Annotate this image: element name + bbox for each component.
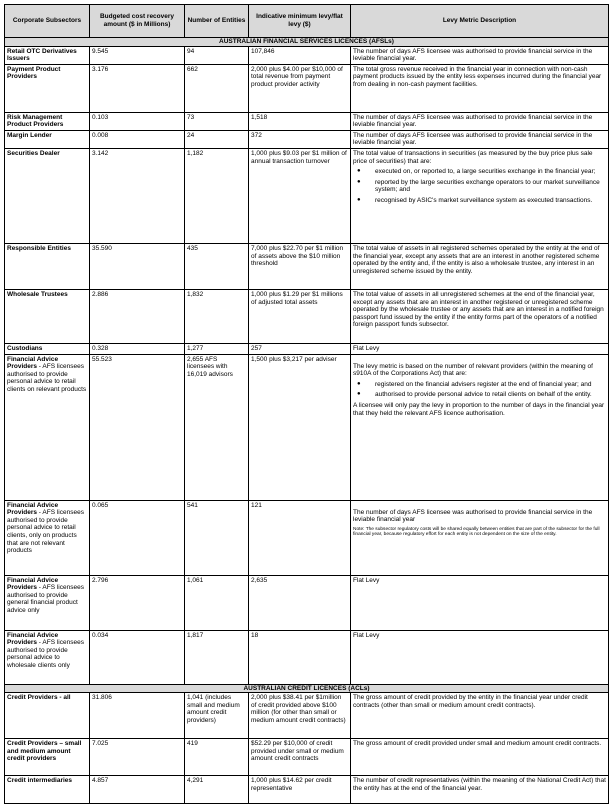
cost-cell: 3.142 xyxy=(90,149,185,244)
levy-cell: 2,635 xyxy=(249,575,351,630)
subsector-title: Financial Advice Providers xyxy=(7,576,59,592)
entities-cell: 24 xyxy=(185,130,249,148)
subsector-title: Financial Advice Providers xyxy=(7,631,59,647)
header-entities: Number of Entities xyxy=(185,5,249,38)
table-row xyxy=(5,776,609,804)
metric-cell xyxy=(351,354,609,500)
cost-cell: 0.034 xyxy=(90,630,185,684)
metric-cell: Flat Levy xyxy=(351,630,609,684)
cost-cell: 2.886 xyxy=(90,290,185,344)
cost-cell: 9.545 xyxy=(90,46,185,64)
levy-cell: 1,000 plus $9.03 per $1 million of annual transaction turnover xyxy=(249,149,351,244)
levy-cell: 1,000 plus $14.62 per credit representative xyxy=(249,776,351,804)
header-subsector: Corporate Subsectors xyxy=(5,5,90,38)
header-cost: Budgeted cost recovery amount ($ in Millions) xyxy=(90,5,185,38)
cost-cell: 0.008 xyxy=(90,130,185,148)
metric-cell: The number of days AFS licensee was authorised to provide financial service in the leviable financial year. xyxy=(351,112,609,130)
cost-cell: 3.176 xyxy=(90,64,185,112)
levy-cell: 1,518 xyxy=(249,112,351,130)
table-row xyxy=(5,630,609,684)
cost-cell: 55.523 xyxy=(90,354,185,500)
entities-cell: 435 xyxy=(185,244,249,290)
levy-table xyxy=(4,4,609,804)
section-title-acl: AUSTRALIAN CREDIT LICENCES (ACLs) xyxy=(5,684,609,693)
section-row-afsl xyxy=(5,38,609,47)
metric-text: The levy metric is based on the number of relevant providers (within the meaning of s910A of the Corporations Act) that are: xyxy=(353,362,593,378)
table-row xyxy=(5,149,609,244)
subsector-cell: Credit Providers - all xyxy=(5,693,90,739)
table-row xyxy=(5,575,609,630)
entities-cell: 1,182 xyxy=(185,149,249,244)
bullet-item: ● registered on the financial advisers register at the end of financial year; and xyxy=(367,381,606,389)
cost-cell: 31.806 xyxy=(90,693,185,739)
table-row xyxy=(5,244,609,290)
cost-cell: 0.328 xyxy=(90,344,185,355)
metric-cell: The gross amount of credit provided by the entity in the financial year under credit contracts (other than small or medium amount credit contracts). xyxy=(351,693,609,739)
levy-cell: 121 xyxy=(249,500,351,575)
levy-cell: 1,000 plus $1.29 per $1 millions of adjusted total assets xyxy=(249,290,351,344)
subsector-cell: Payment Product Providers xyxy=(5,64,90,112)
levy-cell: 372 xyxy=(249,130,351,148)
entities-cell: 1,277 xyxy=(185,344,249,355)
header-metric: Levy Metric Description xyxy=(351,5,609,38)
subsector-title: Financial Advice Providers xyxy=(7,501,59,517)
cost-cell: 35.590 xyxy=(90,244,185,290)
bullet-item: ● reported by the large securities exchange operators to our market surveillance system; and xyxy=(367,179,606,194)
header-levy: Indicative minimum levy/flat levy ($) xyxy=(249,5,351,38)
cost-cell: 2.796 xyxy=(90,575,185,630)
table-row xyxy=(5,354,609,500)
entities-cell: 1,832 xyxy=(185,290,249,344)
bullet-item: ● recognised by ASIC's market surveillance system as executed transactions. xyxy=(367,197,606,205)
subsector-cell xyxy=(5,354,90,500)
metric-cell: Flat Levy xyxy=(351,575,609,630)
entities-cell: 1,817 xyxy=(185,630,249,684)
levy-cell: 7,000 plus $22.70 per $1 million of assets above the $10 million threshold xyxy=(249,244,351,290)
subsector-cell: Custodians xyxy=(5,344,90,355)
cost-cell: 7.025 xyxy=(90,739,185,776)
subsector-cell xyxy=(5,630,90,684)
subsector-cell: Wholesale Trustees xyxy=(5,290,90,344)
subsector-cell: Responsible Entities xyxy=(5,244,90,290)
header-row xyxy=(5,5,609,38)
subsector-cell: Credit Providers – small and medium amount credit providers xyxy=(5,739,90,776)
bullet-list xyxy=(353,168,606,204)
subsector-note: - AFS licensees authorised to provide personal advice to wholesale clients only xyxy=(7,639,84,670)
entities-cell: 1,041 (includes small and medium amount credit providers) xyxy=(185,693,249,739)
table-row xyxy=(5,344,609,355)
levy-cell: 107,846 xyxy=(249,46,351,64)
cost-cell: 0.103 xyxy=(90,112,185,130)
metric-cell xyxy=(351,149,609,244)
levy-cell: 1,500 plus $3,217 per adviser xyxy=(249,354,351,500)
metric-cell: The total value of assets in all registered schemes operated by the entity at the end of the financial year, except any assets that are an interest in another registered scheme operated by the entity and, if the entity is also a wholesale trustee, any interest in an unregistered scheme issued by the entity. xyxy=(351,244,609,290)
levy-document xyxy=(4,0,608,804)
table-row xyxy=(5,46,609,64)
metric-cell: The total value of assets in all unregistered schemes at the end of the financial year, except any assets that are an interest in another registered or unregistered scheme operated by the wholesale trustee or any assets that are an interest in a notified foreign passport fund issued by the entity if the entity forms part of the operators of a notified foreign passport funds subsector. xyxy=(351,290,609,344)
levy-cell: 2,000 plus $4.00 per $10,000 of total revenue from payment product provider activity xyxy=(249,64,351,112)
metric-text-after: A licensee will only pay the levy in proportion to the number of days in the financial year that they held the relevant AFS licence authorisation. xyxy=(353,402,605,417)
section-title-afsl: AUSTRALIAN FINANCIAL SERVICES LICENCES (AFSLs) xyxy=(5,38,609,47)
subsector-title: Financial Advice Providers xyxy=(7,355,59,371)
metric-text: The number of days AFS licensee was authorised to provide financial service in the leviable financial year xyxy=(353,508,593,524)
entities-cell: 2,655 AFS licensees with 16,019 advisors xyxy=(185,354,249,500)
table-row xyxy=(5,693,609,739)
section-row-acl xyxy=(5,684,609,693)
metric-cell: Flat Levy xyxy=(351,344,609,355)
subsector-cell: Securities Dealer xyxy=(5,149,90,244)
table-row xyxy=(5,290,609,344)
subsector-note: - AFS licensees authorised to provide personal advice to retail clients, only on products that are not relevant products xyxy=(7,509,84,555)
entities-cell: 662 xyxy=(185,64,249,112)
table-row xyxy=(5,739,609,776)
table-row xyxy=(5,130,609,148)
entities-cell: 94 xyxy=(185,46,249,64)
metric-text: The total value of transactions in securities (as measured by the buy price plus sale price of securities) that are: xyxy=(353,150,593,165)
subsector-cell: Credit intermediaries xyxy=(5,776,90,804)
metric-cell: The number of days AFS licensee was authorised to provide financial service in the leviable financial year. xyxy=(351,46,609,64)
levy-cell: 18 xyxy=(249,630,351,684)
subsector-cell: Margin Lender xyxy=(5,130,90,148)
entities-cell: 1,061 xyxy=(185,575,249,630)
levy-cell: $52.29 per $10,000 of credit provided under small or medium amount credit contracts xyxy=(249,739,351,776)
subsector-cell: Retail OTC Derivatives Issuers xyxy=(5,46,90,64)
metric-cell: The number of days AFS licensee was authorised to provide financial service in the leviable financial year. xyxy=(351,130,609,148)
table-row xyxy=(5,112,609,130)
metric-cell: The number of credit representatives (within the meaning of the National Credit Act) that the entity has at the end of the financial year. xyxy=(351,776,609,804)
metric-note: Note: The subsector regulatory costs will be shared equally between entities that are part of the subsector for the full financial year, because regulatory effort for each entity is not dependent on the size of the entity. xyxy=(353,526,600,538)
subsector-cell: Risk Management Product Providers xyxy=(5,112,90,130)
cost-cell: 4.857 xyxy=(90,776,185,804)
metric-cell xyxy=(351,500,609,575)
bullet-item: ● authorised to provide personal advice to retail clients on behalf of the entity. xyxy=(367,391,606,399)
entities-cell: 4,291 xyxy=(185,776,249,804)
levy-cell: 257 xyxy=(249,344,351,355)
levy-cell: 2,000 plus $38.41 per $1million of credit provided above $100 million (for other than small or medium amount credit contracts) xyxy=(249,693,351,739)
bullet-item: ● executed on, or reported to, a large securities exchange in the financial year; xyxy=(367,168,606,176)
cost-cell: 0.065 xyxy=(90,500,185,575)
bullet-list xyxy=(353,381,606,399)
table-row xyxy=(5,500,609,575)
metric-cell: The gross amount of credit provided under small and medium amount credit contracts. xyxy=(351,739,609,776)
subsector-cell xyxy=(5,575,90,630)
subsector-note: - AFS licensees authorised to provide general financial product advice only xyxy=(7,584,84,615)
entities-cell: 73 xyxy=(185,112,249,130)
table-row xyxy=(5,64,609,112)
entities-cell: 419 xyxy=(185,739,249,776)
subsector-note: - AFS licensees authorised to provide personal advice to retail clients on relevant products xyxy=(7,363,87,394)
subsector-cell xyxy=(5,500,90,575)
metric-cell: The total gross revenue received in the financial year in connection with non-cash payment products issued by the entity less expenses incurred during the financial year from dealing in non-cash payment facilities. xyxy=(351,64,609,112)
entities-cell: 541 xyxy=(185,500,249,575)
